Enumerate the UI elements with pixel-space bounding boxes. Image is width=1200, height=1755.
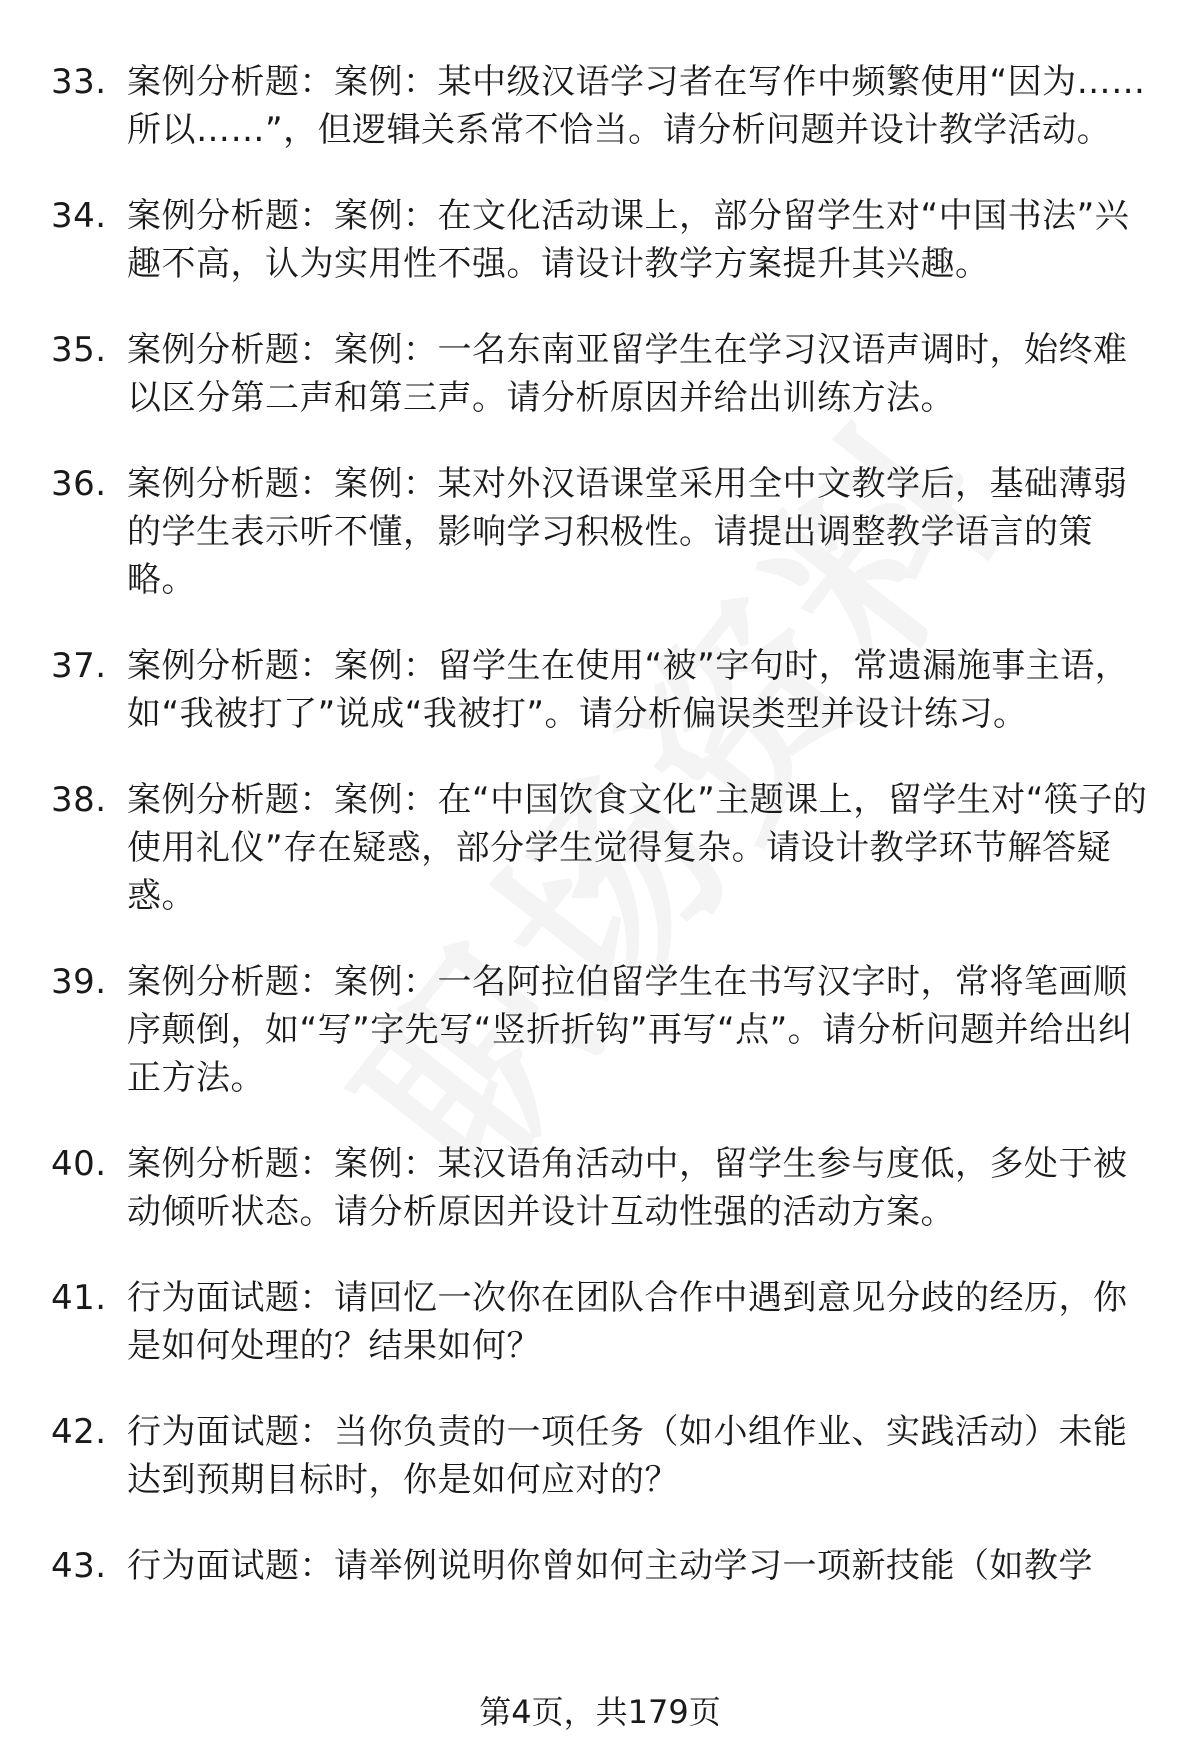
question-number: 41. xyxy=(51,1278,107,1318)
question-number: 43. xyxy=(51,1546,107,1586)
question-text: 行为面试题：当你负责的一项任务（如小组作业、实践活动）未能达到预期目标时，你是如何应对的？ xyxy=(127,1412,1128,1500)
question-list xyxy=(0,58,1200,1628)
question-text: 案例分析题：案例：某汉语角活动中，留学生参与度低，多处于被动倾听状态。请分析原因并设计互动性强的活动方案。 xyxy=(127,1144,1128,1232)
question-item xyxy=(0,958,1200,1102)
question-number: 33. xyxy=(51,62,107,102)
question-item xyxy=(0,58,1200,154)
question-text: 案例分析题：案例：在文化活动课上，部分留学生对“中国书法”兴趣不高，认为实用性不强。请设计教学方案提升其兴趣。 xyxy=(127,196,1130,284)
question-number: 35. xyxy=(51,330,107,370)
question-item xyxy=(0,642,1200,738)
question-text: 案例分析题：案例：一名阿拉伯留学生在书写汉字时，常将笔画顺序颠倒，如“写”字先写“竖折折钩”再写“点”。请分析问题并给出纠正方法。 xyxy=(127,962,1133,1098)
page-footer: 第4页，共179页 xyxy=(479,1693,721,1731)
question-number: 40. xyxy=(51,1144,107,1184)
question-number: 42. xyxy=(51,1412,107,1452)
question-item xyxy=(0,1542,1200,1590)
question-item xyxy=(0,776,1200,920)
question-text: 案例分析题：案例：留学生在使用“被”字句时，常遗漏施事主语，如“我被打了”说成“我被打”。请分析偏误类型并设计练习。 xyxy=(127,646,1130,734)
question-text: 案例分析题：案例：某中级汉语学习者在写作中频繁使用“因为……所以……”，但逻辑关系常不恰当。请分析问题并设计教学活动。 xyxy=(127,62,1146,150)
question-item xyxy=(0,1140,1200,1236)
question-number: 36. xyxy=(51,464,107,504)
question-text: 行为面试题：请回忆一次你在团队合作中遇到意见分歧的经历，你是如何处理的？结果如何？ xyxy=(127,1278,1128,1366)
question-text: 案例分析题：案例：在“中国饮食文化”主题课上，留学生对“筷子的使用礼仪”存在疑惑，部分学生觉得复杂。请设计教学环节解答疑惑。 xyxy=(127,780,1148,916)
question-text: 案例分析题：案例：一名东南亚留学生在学习汉语声调时，始终难以区分第二声和第三声。请分析原因并给出训练方法。 xyxy=(127,330,1128,418)
question-text: 案例分析题：案例：某对外汉语课堂采用全中文教学后，基础薄弱的学生表示听不懂，影响学习积极性。请提出调整教学语言的策略。 xyxy=(127,464,1128,600)
question-item xyxy=(0,1408,1200,1504)
question-number: 37. xyxy=(51,646,107,686)
question-item xyxy=(0,192,1200,288)
question-item xyxy=(0,460,1200,604)
question-number: 39. xyxy=(51,962,107,1002)
question-item xyxy=(0,1274,1200,1370)
question-text: 行为面试题：请举例说明你曾如何主动学习一项新技能（如教学 xyxy=(127,1546,1093,1586)
question-number: 34. xyxy=(51,196,107,236)
question-number: 38. xyxy=(51,780,107,820)
question-item xyxy=(0,326,1200,422)
